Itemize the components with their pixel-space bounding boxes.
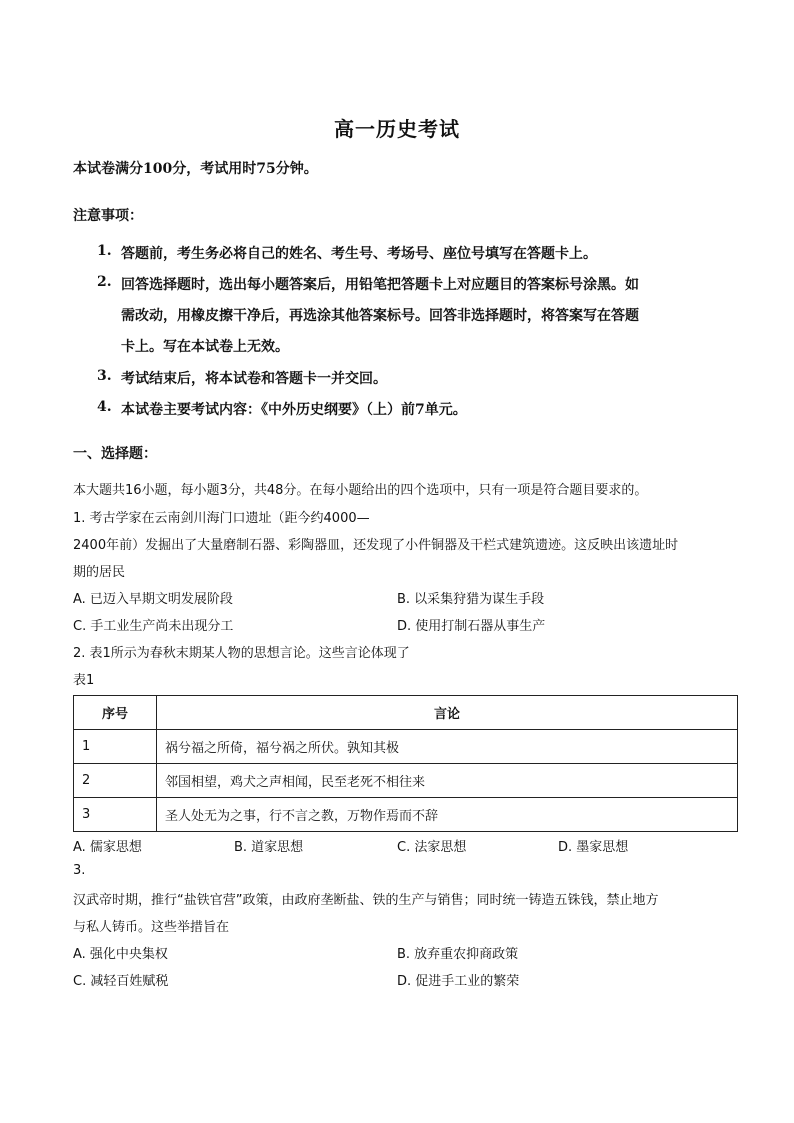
table-header-row	[74, 696, 738, 730]
notice-item-text: 考试结束后，将本试卷和答题卡一并交回。	[121, 371, 387, 387]
question-3-stem: 汉武帝时期，推行“盐铁官营”政策，由政府垄断盐、铁的生产与销售；同时统一铸造五铢钱，禁止地方	[73, 893, 659, 908]
notice-item-number: 1.	[97, 243, 112, 259]
table-header-quote: 言论	[157, 696, 738, 730]
notice-item-number: 3.	[97, 368, 112, 384]
table-row	[74, 798, 738, 832]
section-instruction: 本大题共16小题，每小题3分，共48分。在每小题给出的四个选项中，只有一项是符合题目要求的。	[73, 483, 648, 498]
notice-item-text: 答题前，考生务必将自己的姓名、考生号、考场号、座位号填写在答题卡上。	[121, 246, 597, 262]
notice-item-text: 需改动，用橡皮擦干净后，再选涂其他答案标号。回答非选择题时，将答案写在答题	[121, 308, 639, 324]
question-2-option-c: C. 法家思想	[397, 840, 467, 855]
table-cell-quote: 邻国相望，鸡犬之声相闻，民至老死不相往来	[157, 764, 738, 798]
question-1-option-d: D. 使用打制石器从事生产	[397, 619, 546, 634]
question-2-stem: 2. 表1所示为春秋末期某人物的思想言论。这些言论体现了	[73, 646, 410, 661]
question-1-option-a: A. 已迈入早期文明发展阶段	[73, 592, 233, 607]
notice-heading: 注意事项：	[73, 208, 143, 224]
table-cell-quote: 祸兮福之所倚，福兮祸之所伏。孰知其极	[157, 730, 738, 764]
question-2-option-a: A. 儒家思想	[73, 840, 142, 855]
question-1-stem: 2400年前）发掘出了大量磨制石器、彩陶器皿，还发现了小件铜器及干栏式建筑遗迹。这反映出该遗址时	[73, 538, 679, 553]
table-cell-index: 3	[74, 798, 157, 832]
question-1-option-b: B. 以采集狩猎为谋生手段	[397, 592, 545, 607]
quote-table	[73, 695, 738, 832]
table-caption: 表1	[73, 673, 95, 688]
notice-item-text: 卡上。写在本试卷上无效。	[121, 339, 289, 355]
question-2-option-b: B. 道家思想	[234, 840, 304, 855]
table-row	[74, 764, 738, 798]
table-row	[74, 730, 738, 764]
question-1-option-c: C. 手工业生产尚未出现分工	[73, 619, 234, 634]
question-3-option-c: C. 减轻百姓赋税	[73, 974, 169, 989]
notice-item-number: 4.	[97, 399, 112, 415]
notice-item-number: 2.	[97, 274, 112, 290]
exam-title: 高一历史考试	[334, 117, 460, 141]
question-1-stem: 1. 考古学家在云南剑川海门口遗址（距今约4000—	[73, 511, 370, 526]
question-3-option-d: D. 促进手工业的繁荣	[397, 974, 520, 989]
table-header-index: 序号	[74, 696, 157, 730]
question-3-option-b: B. 放弃重农抑商政策	[397, 947, 519, 962]
section-heading: 一、选择题：	[73, 446, 157, 462]
question-3-option-a: A. 强化中央集权	[73, 947, 168, 962]
question-3-number: 3.	[73, 863, 86, 878]
question-1-stem: 期的居民	[73, 565, 126, 580]
table-cell-quote: 圣人处无为之事，行不言之教，万物作焉而不辞	[157, 798, 738, 832]
question-3-stem: 与私人铸币。这些举措旨在	[73, 920, 230, 935]
notice-item-text: 回答选择题时，选出每小题答案后，用铅笔把答题卡上对应题目的答案标号涂黑。如	[121, 277, 639, 293]
table-cell-index: 2	[74, 764, 157, 798]
notice-item-text: 本试卷主要考试内容：《中外历史纲要》（上）前7单元。	[121, 402, 467, 418]
exam-intro: 本试卷满分100分，考试用时75分钟。	[73, 161, 318, 177]
table-cell-index: 1	[74, 730, 157, 764]
question-2-option-d: D. 墨家思想	[558, 840, 629, 855]
